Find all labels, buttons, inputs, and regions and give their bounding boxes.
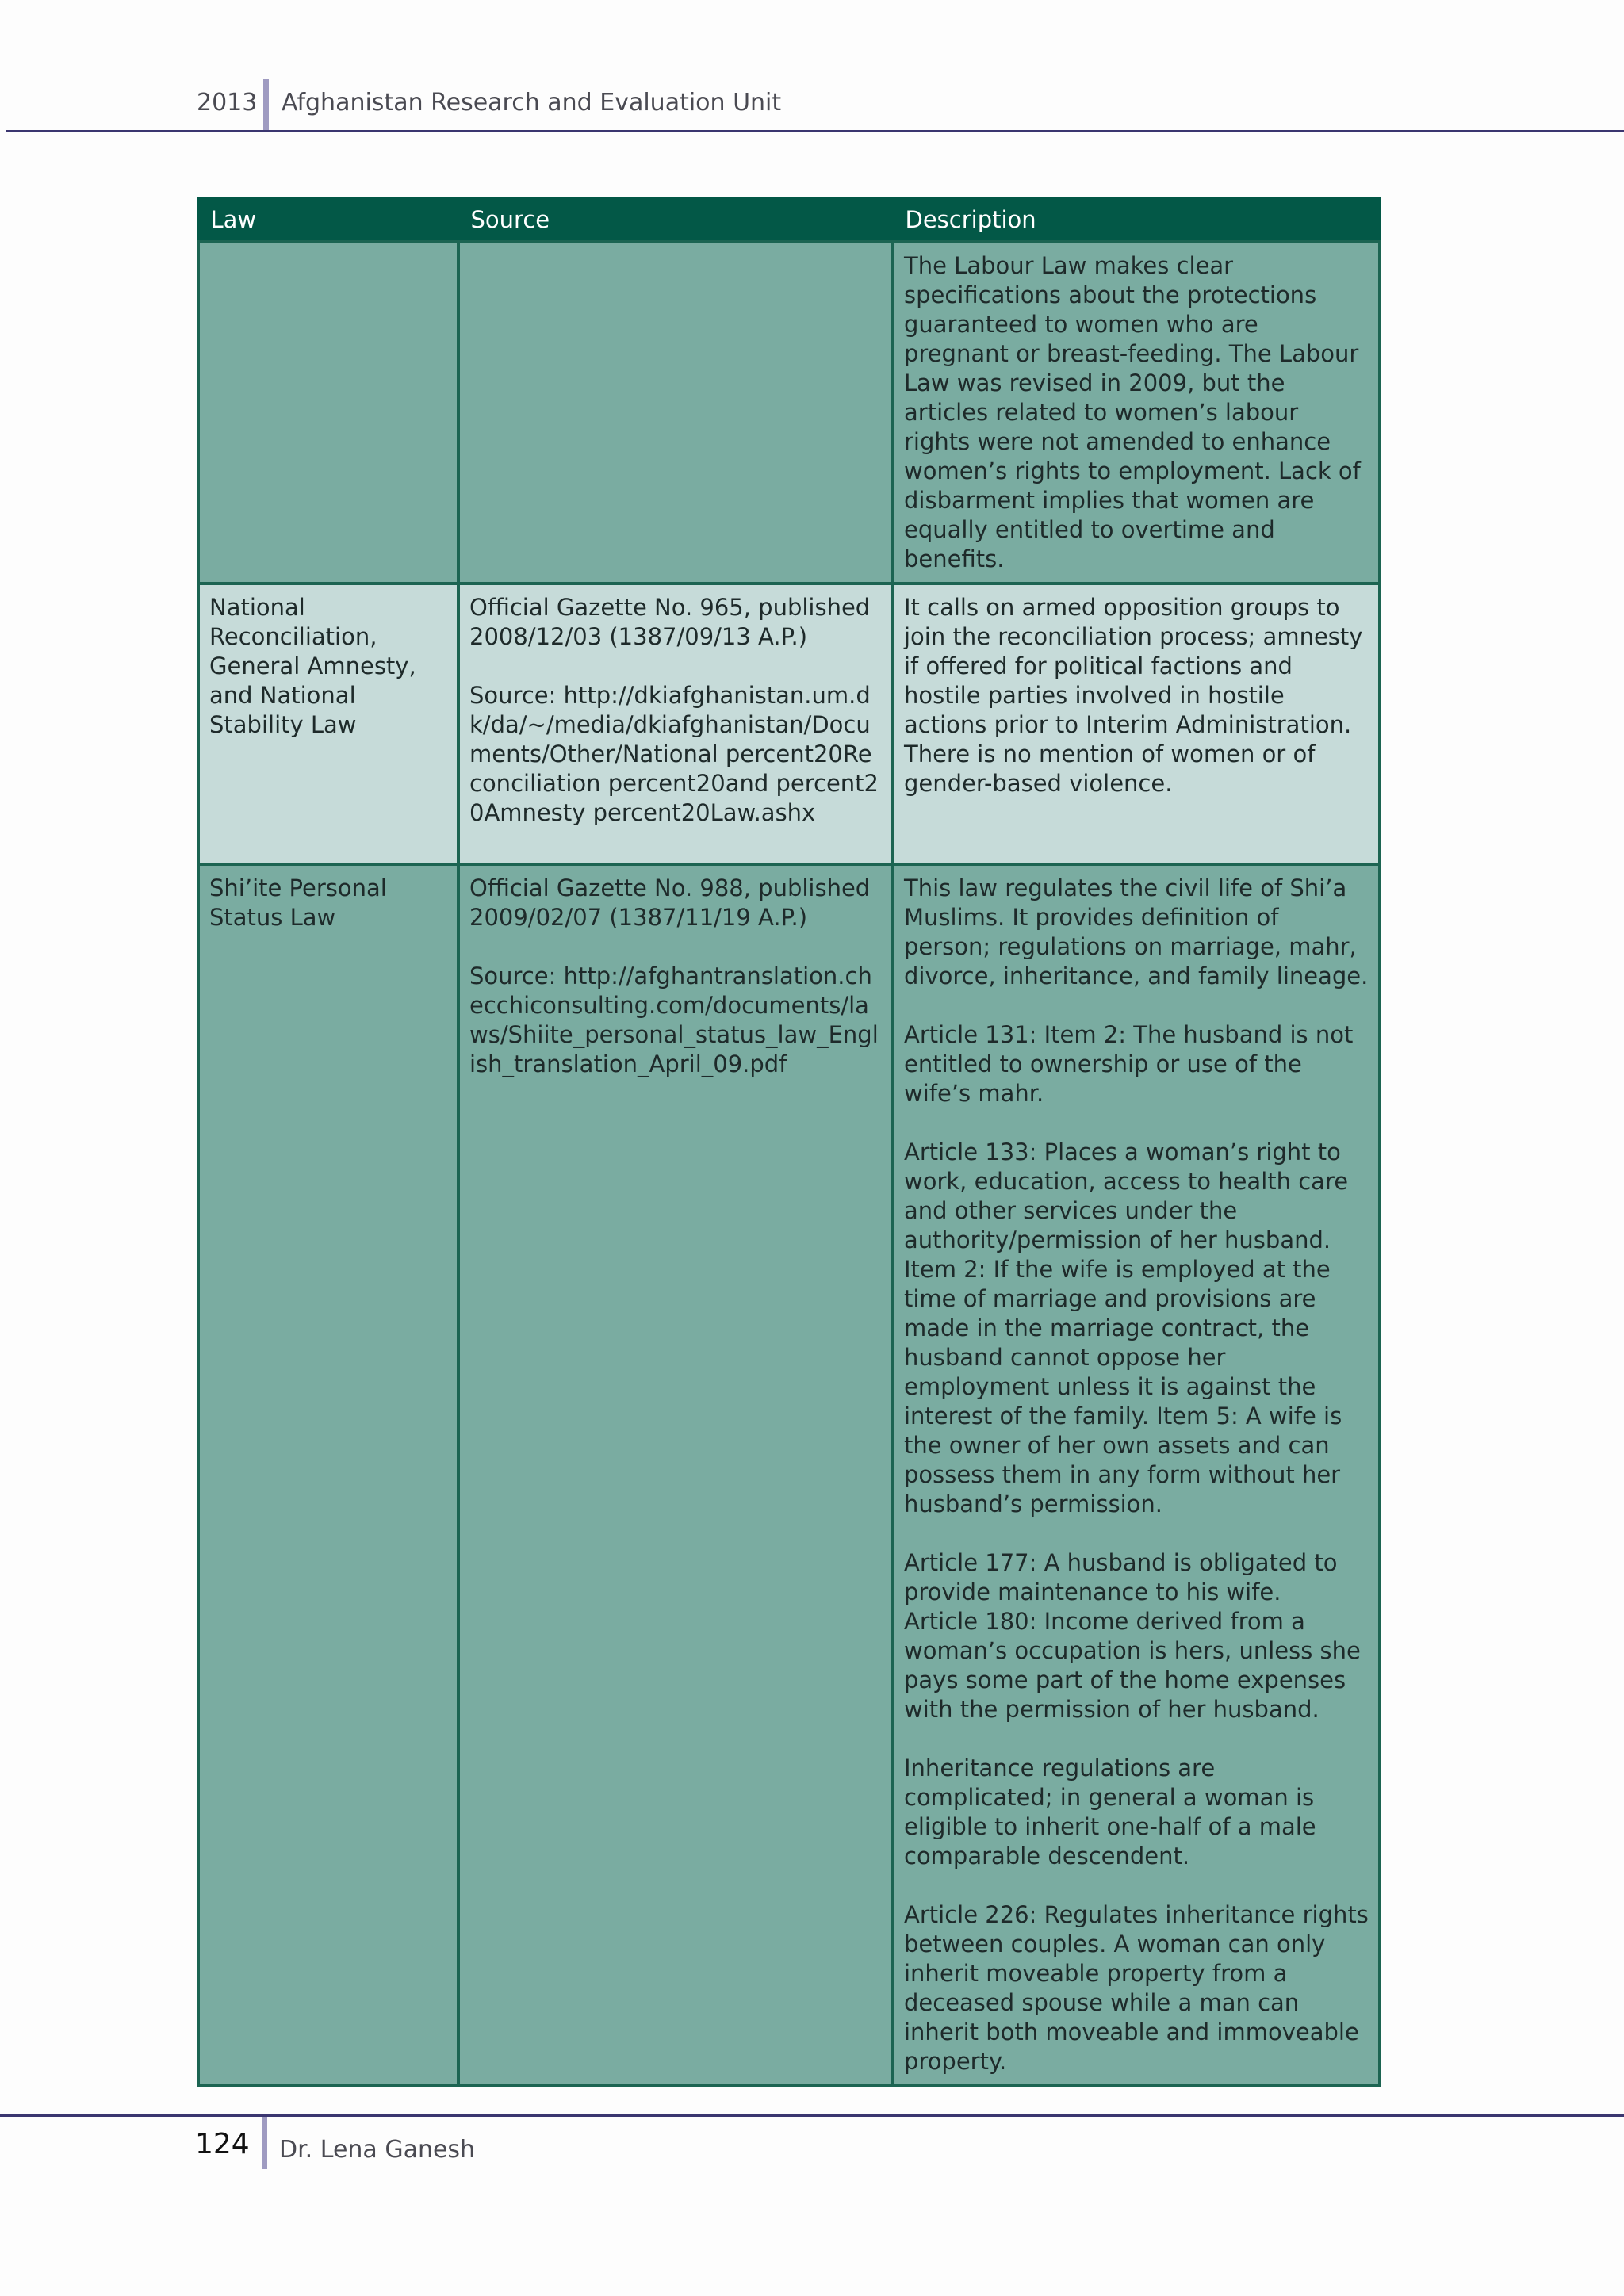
description-cell [893,242,1380,584]
table-row [198,242,1380,584]
description-paragraph: This law regulates the civil life of Shi’a Muslims. It provides definition of person; regulations on marriage, mahr, divorce, inheritance, and family lineage. [904,874,1369,989]
table-header-row [198,198,1380,243]
description-paragraph: Inheritance regulations are complicated; in general a woman is eligible to inherit one-half of a male comparable descendent. [904,1755,1316,1869]
description-paragraph: Article 133: Places a woman’s right to work, education, access to health care and other services under the authority/permission of her husband. Item 2: If the wife is employed at the time of marriage and provisions are made in the marriage contract, the husband cannot oppose her employment unless it is against the interest of the family. Item 5: A wife is the owner of her own assets and can possess them in any form without her husband’s permission. [904,1138,1349,1517]
column-header-description: Description [893,198,1380,243]
page-number: 124 [195,2128,250,2160]
table-row [198,584,1380,864]
running-header [0,79,1624,133]
footer-rule [0,2114,1624,2117]
description-paragraph: Article 180: Income derived from a woman’s occupation is hers, unless she pays some part of the home expenses with the permission of her husband. [904,1608,1361,1723]
source-url: Source: http://dkiafghanistan.um.dk/da/~/media/dkiafghanistan/Documents/Other/National percent20Reconciliation percent20and percent20Amnesty percent20Law.ashx [469,682,879,826]
description-cell [893,864,1380,2086]
description-paragraph: Article 131: Item 2: The husband is not entitled to ownership or use of the wife’s mahr. [904,1021,1354,1107]
description-paragraph: It calls on armed opposition groups to join the reconciliation process; amnesty if offered for political factions and hostile parties involved in hostile actions prior to Interim Administration. There is no mention of women or of gender-based violence. [904,594,1363,797]
source-cell [458,584,893,864]
header-year: 2013 [197,89,258,117]
source-gazette: Official Gazette No. 965, published 2008/12/03 (1387/09/13 A.P.) [469,594,871,650]
source-cell [458,242,893,584]
description-paragraph: Article 226: Regulates inheritance rights between couples. A woman can only inherit moveable property from a deceased spouse while a man can inherit both moveable and immoveable property. [904,1901,1369,2075]
source-url: Source: http://afghantranslation.checchiconsulting.com/documents/laws/Shiite_personal_status_law_English_translation_April_09.pdf [469,962,879,1077]
source-gazette: Official Gazette No. 988, published 2009/02/07 (1387/11/19 A.P.) [469,874,871,931]
header-divider [263,79,269,132]
column-header-source: Source [458,198,893,243]
law-cell: Shi’ite Personal Status Law [198,864,458,2086]
table-row [198,864,1380,2086]
running-footer [0,2112,1624,2175]
laws-table [197,197,1381,2087]
description-paragraph: The Labour Law makes clear specifications about the protections guaranteed to women who are pregnant or breast-feeding. The Labour Law was revised in 2009, but the articles related to women’s labour rights were not amended to enhance women’s rights to employment. Lack of disbarment implies that women are equally entitled to overtime and benefits. [904,252,1361,572]
source-cell [458,864,893,2086]
column-header-law: Law [198,198,458,243]
header-rule [6,130,1624,132]
description-cell [893,584,1380,864]
description-paragraph: Article 177: A husband is obligated to provide maintenance to his wife. [904,1549,1338,1605]
law-cell [198,242,458,584]
law-cell: National Reconciliation, General Amnesty, and National Stability Law [198,584,458,864]
footer-divider [262,2117,267,2169]
header-organization: Afghanistan Research and Evaluation Unit [282,89,782,117]
footer-author: Dr. Lena Ganesh [279,2136,476,2164]
